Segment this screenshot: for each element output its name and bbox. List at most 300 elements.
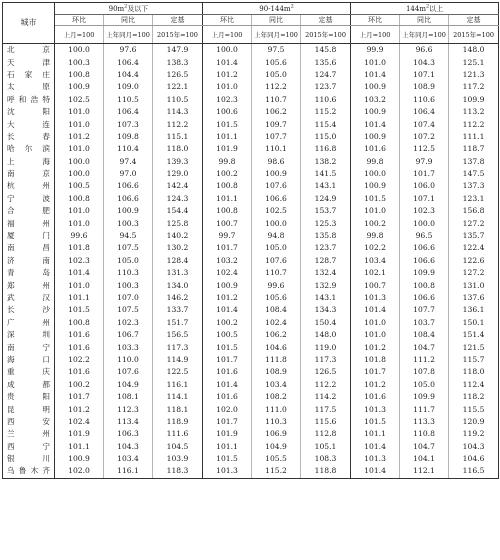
index-value-cell: 100.8 bbox=[400, 279, 449, 291]
index-value-cell: 112.2 bbox=[153, 118, 203, 130]
table-row bbox=[3, 341, 499, 353]
index-value-cell: 106.6 bbox=[400, 255, 449, 267]
index-value-cell: 116.5 bbox=[449, 465, 499, 478]
city-name-cell: 上海 bbox=[3, 156, 55, 168]
table-row bbox=[3, 354, 499, 366]
index-value-cell: 101.1 bbox=[55, 292, 104, 304]
table-body bbox=[3, 44, 499, 479]
index-value-cell: 100.0 bbox=[351, 168, 400, 180]
index-value-cell: 112.3 bbox=[104, 403, 153, 415]
index-value-cell: 135.7 bbox=[462, 231, 485, 241]
index-value-cell: 115.2 bbox=[252, 465, 301, 478]
index-value-cell: 147.5 bbox=[462, 169, 485, 179]
index-value-cell: 104.5 bbox=[153, 441, 203, 453]
city-name-cell: 昆明 bbox=[3, 403, 55, 415]
index-value-cell: 100.0 bbox=[203, 44, 252, 57]
index-value-cell: 118.1 bbox=[153, 403, 203, 415]
index-value-cell: 126.5 bbox=[301, 366, 351, 378]
index-value-cell: 99.9 bbox=[351, 44, 400, 57]
index-value-cell: 118.0 bbox=[462, 367, 485, 377]
index-value-cell: 101.4 bbox=[55, 267, 104, 279]
base-note-2015: 2015年=100 bbox=[301, 26, 351, 44]
index-value-cell: 107.7 bbox=[400, 304, 449, 316]
table-row bbox=[3, 81, 499, 93]
index-value-cell: 102.4 bbox=[203, 267, 252, 279]
index-value-cell: 106.7 bbox=[104, 329, 153, 341]
index-value-cell: 97.9 bbox=[400, 156, 449, 168]
index-value-cell: 101.7 bbox=[400, 168, 449, 180]
index-value-cell: 132.4 bbox=[301, 267, 351, 279]
index-value-cell: 101.7 bbox=[351, 366, 400, 378]
index-value-cell: 99.6 bbox=[252, 279, 301, 291]
index-value-cell: 99.8 bbox=[351, 156, 400, 168]
index-value-cell: 107.6 bbox=[252, 255, 301, 267]
table-row bbox=[3, 304, 499, 316]
index-value-cell: 98.6 bbox=[252, 156, 301, 168]
index-value-cell: 112.2 bbox=[301, 379, 351, 391]
index-value-cell: 115.4 bbox=[301, 118, 351, 130]
sub-header-base: 定基 bbox=[153, 15, 203, 26]
city-name-cell: 沈阳 bbox=[3, 106, 55, 118]
city-name-cell: 石家庄 bbox=[3, 69, 55, 81]
index-value-cell: 100.8 bbox=[55, 69, 104, 81]
city-name-cell: 郑州 bbox=[3, 279, 55, 291]
index-value-cell: 148.0 bbox=[462, 45, 485, 55]
city-name-cell: 西宁 bbox=[3, 441, 55, 453]
index-value-cell: 112.1 bbox=[400, 465, 449, 478]
index-value-cell: 101.0 bbox=[351, 329, 400, 341]
index-value-cell: 100.0 bbox=[55, 168, 104, 180]
index-value-cell: 101.4 bbox=[203, 304, 252, 316]
price-index-table bbox=[2, 2, 499, 479]
index-value-cell: 106.2 bbox=[252, 106, 301, 118]
index-value-cell: 104.9 bbox=[104, 379, 153, 391]
index-value-cell: 111.6 bbox=[153, 428, 203, 440]
index-value-cell: 117.5 bbox=[301, 403, 351, 415]
sub-header-mom: 环比 bbox=[55, 15, 104, 26]
index-value-cell: 115.1 bbox=[153, 131, 203, 143]
index-value-cell: 105.5 bbox=[252, 453, 301, 465]
index-value-cell: 124.3 bbox=[153, 193, 203, 205]
city-name-cell: 海口 bbox=[3, 354, 55, 366]
index-value-cell: 94.5 bbox=[104, 230, 153, 242]
index-value-cell: 100.3 bbox=[55, 56, 104, 68]
city-name-cell: 呼和浩特 bbox=[3, 94, 55, 106]
city-name-cell: 深圳 bbox=[3, 329, 55, 341]
index-value-cell: 115.7 bbox=[462, 354, 485, 364]
index-value-cell: 100.9 bbox=[55, 453, 104, 465]
index-value-cell: 109.8 bbox=[104, 131, 153, 143]
index-value-cell: 123.7 bbox=[301, 242, 351, 254]
index-value-cell: 100.8 bbox=[203, 205, 252, 217]
sub-header-base: 定基 bbox=[449, 15, 499, 26]
index-value-cell: 122.1 bbox=[153, 81, 203, 93]
table-row bbox=[3, 118, 499, 130]
index-value-cell: 103.4 bbox=[104, 453, 153, 465]
table-row bbox=[3, 465, 499, 478]
index-value-cell: 101.0 bbox=[55, 143, 104, 155]
table-row bbox=[3, 180, 499, 192]
index-value-cell: 106.6 bbox=[252, 193, 301, 205]
index-value-cell: 102.4 bbox=[252, 317, 301, 329]
city-name-cell: 大连 bbox=[3, 118, 55, 130]
city-name-cell: 成都 bbox=[3, 379, 55, 391]
city-name-cell: 武汉 bbox=[3, 292, 55, 304]
index-value-cell: 141.5 bbox=[301, 168, 351, 180]
index-value-cell: 100.5 bbox=[203, 329, 252, 341]
city-name-cell: 长春 bbox=[3, 131, 55, 143]
group-header-large: $144m^2$以上 bbox=[351, 3, 499, 15]
index-value-cell: 151.4 bbox=[462, 330, 485, 340]
index-value-cell: 107.1 bbox=[400, 193, 449, 205]
index-value-cell: 101.1 bbox=[351, 428, 400, 440]
index-value-cell: 104.6 bbox=[252, 341, 301, 353]
index-value-cell: 101.5 bbox=[55, 304, 104, 316]
index-value-cell: 135.8 bbox=[301, 230, 351, 242]
index-value-cell: 122.4 bbox=[462, 243, 485, 253]
city-name-cell: 长沙 bbox=[3, 304, 55, 316]
index-value-cell: 99.6 bbox=[55, 230, 104, 242]
index-value-cell: 105.0 bbox=[252, 69, 301, 81]
index-value-cell: 142.4 bbox=[153, 180, 203, 192]
index-value-cell: 115.5 bbox=[462, 404, 485, 414]
sub-header-base: 定基 bbox=[301, 15, 351, 26]
index-value-cell: 102.2 bbox=[55, 354, 104, 366]
index-value-cell: 106.9 bbox=[252, 428, 301, 440]
index-value-cell: 102.0 bbox=[55, 465, 104, 478]
group-header-medium: $90-144m^2$ bbox=[203, 3, 351, 15]
city-name-cell: 北京 bbox=[3, 44, 55, 57]
index-value-cell: 103.7 bbox=[400, 317, 449, 329]
index-value-cell: 101.7 bbox=[203, 242, 252, 254]
index-value-cell: 133.7 bbox=[153, 304, 203, 316]
index-value-cell: 103.4 bbox=[351, 255, 400, 267]
index-value-cell: 100.0 bbox=[55, 156, 104, 168]
index-value-cell: 101.6 bbox=[55, 329, 104, 341]
index-value-cell: 117.3 bbox=[301, 354, 351, 366]
index-value-cell: 106.0 bbox=[400, 180, 449, 192]
table-row bbox=[3, 230, 499, 242]
index-value-cell: 116.1 bbox=[153, 379, 203, 391]
city-column-header: 城市 bbox=[3, 3, 55, 44]
index-value-cell: 143.1 bbox=[301, 180, 351, 192]
index-value-cell: 125.3 bbox=[301, 217, 351, 229]
index-value-cell: 108.3 bbox=[301, 453, 351, 465]
index-value-cell: 100.2 bbox=[351, 217, 400, 229]
index-value-cell: 138.3 bbox=[153, 56, 203, 68]
index-value-cell: 100.9 bbox=[351, 180, 400, 192]
index-value-cell: 115.0 bbox=[301, 131, 351, 143]
index-value-cell: 101.1 bbox=[55, 441, 104, 453]
index-value-cell: 101.6 bbox=[203, 391, 252, 403]
index-value-cell: 100.2 bbox=[203, 317, 252, 329]
index-value-cell: 119.0 bbox=[301, 341, 351, 353]
index-value-cell: 101.6 bbox=[55, 341, 104, 353]
index-value-cell: 101.7 bbox=[203, 354, 252, 366]
table-row bbox=[3, 168, 499, 180]
city-name-cell: 杭州 bbox=[3, 180, 55, 192]
index-value-cell: 110.7 bbox=[252, 267, 301, 279]
sub-header-mom: 环比 bbox=[203, 15, 252, 26]
index-value-cell: 102.3 bbox=[104, 317, 153, 329]
index-value-cell: 102.4 bbox=[55, 416, 104, 428]
index-value-cell: 101.5 bbox=[203, 118, 252, 130]
index-value-cell: 104.1 bbox=[400, 453, 449, 465]
index-value-cell: 101.9 bbox=[203, 428, 252, 440]
index-value-cell: 117.2 bbox=[462, 82, 485, 92]
index-value-cell: 101.1 bbox=[203, 441, 252, 453]
index-value-cell: 104.6 bbox=[462, 454, 485, 464]
index-value-cell: 101.5 bbox=[203, 453, 252, 465]
index-value-cell: 156.8 bbox=[462, 206, 485, 216]
index-value-cell: 106.6 bbox=[104, 180, 153, 192]
base-note-last-month: 上月=100 bbox=[351, 26, 400, 44]
index-value-cell: 110.6 bbox=[400, 94, 449, 106]
index-value-cell: 99.7 bbox=[203, 230, 252, 242]
index-value-cell: 111.7 bbox=[400, 403, 449, 415]
index-value-cell: 100.9 bbox=[203, 279, 252, 291]
index-value-cell: 104.9 bbox=[252, 441, 301, 453]
index-value-cell: 126.5 bbox=[153, 69, 203, 81]
index-value-cell: 146.2 bbox=[153, 292, 203, 304]
index-value-cell: 102.5 bbox=[252, 205, 301, 217]
index-value-cell: 110.5 bbox=[153, 94, 203, 106]
index-value-cell: 107.4 bbox=[400, 118, 449, 130]
index-value-cell: 94.8 bbox=[252, 230, 301, 242]
index-value-cell: 101.5 bbox=[351, 193, 400, 205]
index-value-cell: 105.6 bbox=[252, 292, 301, 304]
index-value-cell: 102.0 bbox=[203, 403, 252, 415]
index-value-cell: 100.0 bbox=[252, 217, 301, 229]
sub-header-yoy: 同比 bbox=[104, 15, 153, 26]
table-row bbox=[3, 255, 499, 267]
city-name-cell: 青岛 bbox=[3, 267, 55, 279]
index-value-cell: 143.1 bbox=[301, 292, 351, 304]
index-value-cell: 99.8 bbox=[203, 156, 252, 168]
index-value-cell: 138.2 bbox=[301, 156, 351, 168]
index-value-cell: 106.6 bbox=[400, 292, 449, 304]
index-value-cell: 104.3 bbox=[400, 56, 449, 68]
index-value-cell: 101.0 bbox=[55, 106, 104, 118]
base-note-last-year: 上年同月=100 bbox=[252, 26, 301, 44]
index-value-cell: 108.1 bbox=[104, 391, 153, 403]
index-value-cell: 111.1 bbox=[462, 131, 485, 141]
index-value-cell: 119.2 bbox=[462, 429, 485, 439]
index-value-cell: 100.3 bbox=[104, 217, 153, 229]
index-value-cell: 105.0 bbox=[400, 379, 449, 391]
index-value-cell: 131.0 bbox=[462, 280, 485, 290]
index-value-cell: 101.2 bbox=[55, 403, 104, 415]
index-value-cell: 103.2 bbox=[203, 255, 252, 267]
index-value-cell: 108.2 bbox=[252, 391, 301, 403]
index-value-cell: 100.7 bbox=[351, 279, 400, 291]
index-value-cell: 116.1 bbox=[104, 465, 153, 478]
index-value-cell: 109.0 bbox=[104, 81, 153, 93]
index-value-cell: 153.7 bbox=[301, 205, 351, 217]
index-value-cell: 139.3 bbox=[153, 156, 203, 168]
index-value-cell: 156.5 bbox=[153, 329, 203, 341]
index-value-cell: 150.1 bbox=[462, 317, 485, 327]
sub-header-yoy: 同比 bbox=[252, 15, 301, 26]
city-name-cell: 西安 bbox=[3, 416, 55, 428]
index-value-cell: 106.4 bbox=[104, 56, 153, 68]
index-value-cell: 101.2 bbox=[55, 131, 104, 143]
table-row bbox=[3, 205, 499, 217]
index-value-cell: 97.4 bbox=[104, 156, 153, 168]
index-value-cell: 109.9 bbox=[400, 267, 449, 279]
city-name-cell: 乌鲁木齐 bbox=[3, 465, 55, 478]
index-value-cell: 106.6 bbox=[104, 193, 153, 205]
index-value-cell: 120.9 bbox=[462, 416, 485, 426]
index-value-cell: 128.4 bbox=[153, 255, 203, 267]
index-value-cell: 118.7 bbox=[462, 144, 485, 154]
index-value-cell: 101.3 bbox=[203, 465, 252, 478]
index-value-cell: 111.0 bbox=[252, 403, 301, 415]
index-value-cell: 128.7 bbox=[301, 255, 351, 267]
index-value-cell: 118.9 bbox=[153, 416, 203, 428]
index-value-cell: 112.8 bbox=[301, 428, 351, 440]
index-value-cell: 100.9 bbox=[351, 81, 400, 93]
index-value-cell: 107.6 bbox=[252, 180, 301, 192]
base-note-last-year: 上年同月=100 bbox=[400, 26, 449, 44]
index-value-cell: 101.1 bbox=[203, 193, 252, 205]
city-name-cell: 福州 bbox=[3, 217, 55, 229]
index-value-cell: 135.6 bbox=[301, 56, 351, 68]
index-value-cell: 122.6 bbox=[462, 255, 485, 265]
index-value-cell: 101.8 bbox=[55, 242, 104, 254]
index-value-cell: 101.4 bbox=[351, 118, 400, 130]
index-value-cell: 145.8 bbox=[301, 44, 351, 57]
base-note-2015: 2015年=100 bbox=[153, 26, 203, 44]
index-value-cell: 114.1 bbox=[153, 391, 203, 403]
table-row bbox=[3, 217, 499, 229]
city-name-cell: 南昌 bbox=[3, 242, 55, 254]
index-value-cell: 102.3 bbox=[400, 205, 449, 217]
index-value-cell: 100.8 bbox=[55, 317, 104, 329]
index-value-cell: 113.2 bbox=[462, 107, 485, 117]
sub-header-mom: 环比 bbox=[351, 15, 400, 26]
table-row bbox=[3, 292, 499, 304]
index-value-cell: 121.5 bbox=[462, 342, 485, 352]
index-value-cell: 101.0 bbox=[351, 56, 400, 68]
table-row bbox=[3, 143, 499, 155]
city-name-cell: 天津 bbox=[3, 56, 55, 68]
index-value-cell: 106.3 bbox=[104, 428, 153, 440]
table-row bbox=[3, 453, 499, 465]
city-name-cell: 广州 bbox=[3, 317, 55, 329]
city-name-cell: 太原 bbox=[3, 81, 55, 93]
index-value-cell: 101.4 bbox=[351, 304, 400, 316]
index-value-cell: 100.9 bbox=[104, 205, 153, 217]
index-value-cell: 100.9 bbox=[55, 81, 104, 93]
index-value-cell: 100.0 bbox=[400, 217, 449, 229]
index-value-cell: 110.4 bbox=[104, 143, 153, 155]
index-value-cell: 104.7 bbox=[400, 341, 449, 353]
base-note-last-year: 上年同月=100 bbox=[104, 26, 153, 44]
index-value-cell: 101.7 bbox=[55, 391, 104, 403]
index-value-cell: 101.2 bbox=[351, 379, 400, 391]
index-value-cell: 100.8 bbox=[55, 193, 104, 205]
index-value-cell: 123.1 bbox=[462, 193, 485, 203]
index-value-cell: 114.3 bbox=[153, 106, 203, 118]
index-value-cell: 101.0 bbox=[351, 317, 400, 329]
table-row bbox=[3, 391, 499, 403]
index-value-cell: 101.0 bbox=[55, 205, 104, 217]
index-value-cell: 110.6 bbox=[301, 94, 351, 106]
index-value-cell: 117.3 bbox=[153, 341, 203, 353]
index-value-cell: 101.0 bbox=[55, 118, 104, 130]
index-value-cell: 99.8 bbox=[351, 230, 400, 242]
index-value-cell: 102.5 bbox=[55, 94, 104, 106]
index-value-cell: 137.3 bbox=[462, 181, 485, 191]
index-value-cell: 112.2 bbox=[252, 81, 301, 93]
index-value-cell: 108.4 bbox=[400, 329, 449, 341]
table-row bbox=[3, 317, 499, 329]
index-value-cell: 118.0 bbox=[153, 143, 203, 155]
index-value-cell: 101.2 bbox=[203, 69, 252, 81]
index-value-cell: 121.3 bbox=[462, 69, 485, 79]
index-value-cell: 105.0 bbox=[252, 242, 301, 254]
index-value-cell: 101.6 bbox=[351, 143, 400, 155]
index-value-cell: 111.8 bbox=[252, 354, 301, 366]
index-value-cell: 108.9 bbox=[400, 81, 449, 93]
index-value-cell: 104.3 bbox=[104, 441, 153, 453]
index-value-cell: 136.1 bbox=[462, 305, 485, 315]
table-row bbox=[3, 69, 499, 81]
table-row bbox=[3, 366, 499, 378]
index-value-cell: 110.3 bbox=[252, 416, 301, 428]
city-name-cell: 重庆 bbox=[3, 366, 55, 378]
index-value-cell: 109.9 bbox=[462, 94, 485, 104]
index-value-cell: 103.4 bbox=[252, 379, 301, 391]
city-name-cell: 南京 bbox=[3, 168, 55, 180]
table-row bbox=[3, 379, 499, 391]
index-value-cell: 107.2 bbox=[400, 131, 449, 143]
index-value-cell: 114.9 bbox=[153, 354, 203, 366]
city-name-cell: 哈尔滨 bbox=[3, 143, 55, 155]
index-value-cell: 100.9 bbox=[351, 131, 400, 143]
index-value-cell: 107.3 bbox=[104, 118, 153, 130]
index-value-cell: 131.3 bbox=[153, 267, 203, 279]
index-value-cell: 101.4 bbox=[351, 465, 400, 478]
table-row bbox=[3, 193, 499, 205]
index-value-cell: 104.4 bbox=[104, 69, 153, 81]
index-value-cell: 101.2 bbox=[351, 341, 400, 353]
index-value-cell: 100.3 bbox=[104, 279, 153, 291]
index-value-cell: 100.5 bbox=[55, 180, 104, 192]
index-value-cell: 101.7 bbox=[203, 416, 252, 428]
city-name-cell: 兰州 bbox=[3, 428, 55, 440]
index-value-cell: 110.0 bbox=[104, 354, 153, 366]
index-value-cell: 132.9 bbox=[301, 279, 351, 291]
city-name-cell: 济南 bbox=[3, 255, 55, 267]
index-value-cell: 100.9 bbox=[351, 106, 400, 118]
index-value-cell: 113.4 bbox=[104, 416, 153, 428]
index-value-cell: 101.0 bbox=[351, 205, 400, 217]
table-row bbox=[3, 329, 499, 341]
index-value-cell: 101.4 bbox=[351, 441, 400, 453]
index-value-cell: 101.0 bbox=[55, 279, 104, 291]
index-value-cell: 106.4 bbox=[400, 106, 449, 118]
index-value-cell: 105.6 bbox=[252, 56, 301, 68]
index-value-cell: 111.2 bbox=[400, 354, 449, 366]
index-value-cell: 102.3 bbox=[55, 255, 104, 267]
index-value-cell: 127.2 bbox=[462, 218, 485, 228]
index-value-cell: 106.6 bbox=[400, 242, 449, 254]
index-value-cell: 110.1 bbox=[252, 143, 301, 155]
index-value-cell: 109.7 bbox=[252, 118, 301, 130]
table-row bbox=[3, 106, 499, 118]
